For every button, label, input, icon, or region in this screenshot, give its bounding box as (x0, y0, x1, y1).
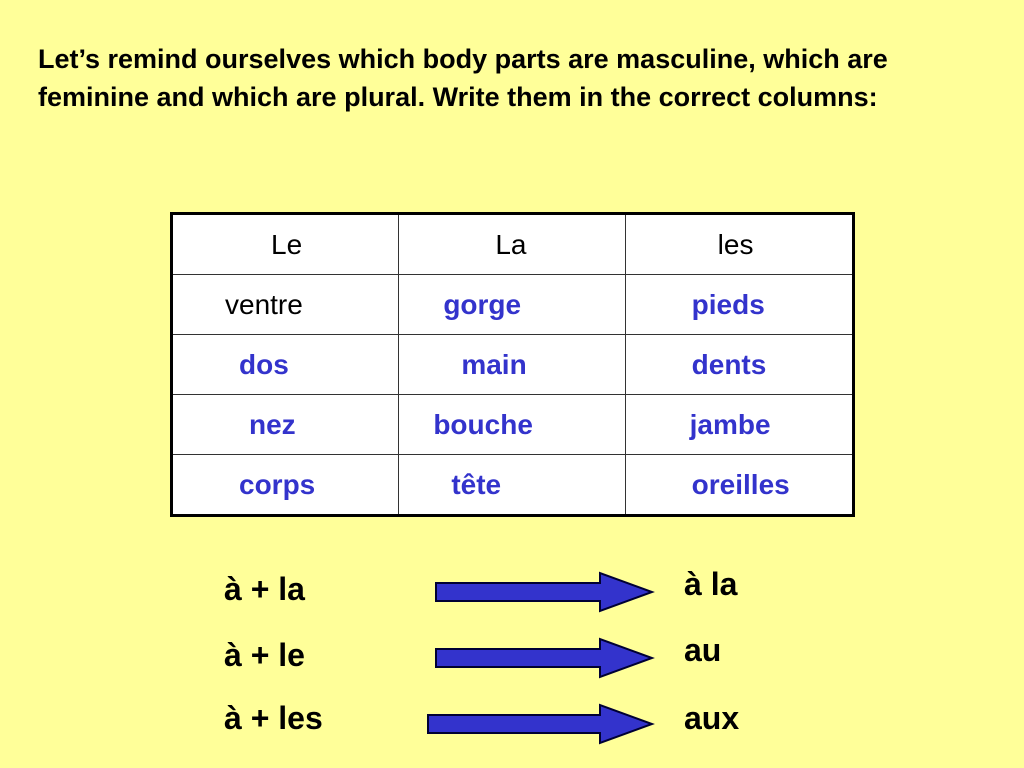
rule-result-aux: aux (684, 700, 740, 736)
right-arrow-icon (424, 702, 658, 746)
table-cell: dos (172, 335, 399, 395)
right-arrow-icon (432, 636, 658, 680)
rule-result-a-la: à la (684, 566, 738, 602)
table-cell: corps (172, 455, 399, 516)
table-cell: nez (172, 395, 399, 455)
table-row (172, 455, 854, 516)
table-row (172, 335, 854, 395)
table-header-row (172, 214, 854, 275)
table-cell: oreilles (625, 455, 853, 516)
rule-input-a-le: à + le (224, 637, 305, 673)
rule-input-a-la: à + la (224, 571, 305, 607)
table-cell: pieds (625, 275, 853, 335)
table-row (172, 275, 854, 335)
rule-result-au: au (684, 632, 722, 668)
table-cell: main (399, 335, 625, 395)
table-row (172, 395, 854, 455)
article-table (170, 212, 855, 517)
table-cell: ventre (172, 275, 399, 335)
column-header-la: La (399, 214, 625, 275)
instructions-text: Let’s remind ourselves which body parts are masculine, which are feminine and which are plural. Write them in the correct columns: (38, 44, 888, 112)
rule-input-a-les: à + les (224, 700, 323, 736)
column-header-les: les (625, 214, 853, 275)
table-cell: bouche (399, 395, 625, 455)
table-cell: dents (625, 335, 853, 395)
column-header-le: Le (172, 214, 399, 275)
table-cell: tête (399, 455, 625, 516)
table-cell: jambe (625, 395, 853, 455)
table-cell: gorge (399, 275, 625, 335)
right-arrow-icon (432, 570, 658, 614)
